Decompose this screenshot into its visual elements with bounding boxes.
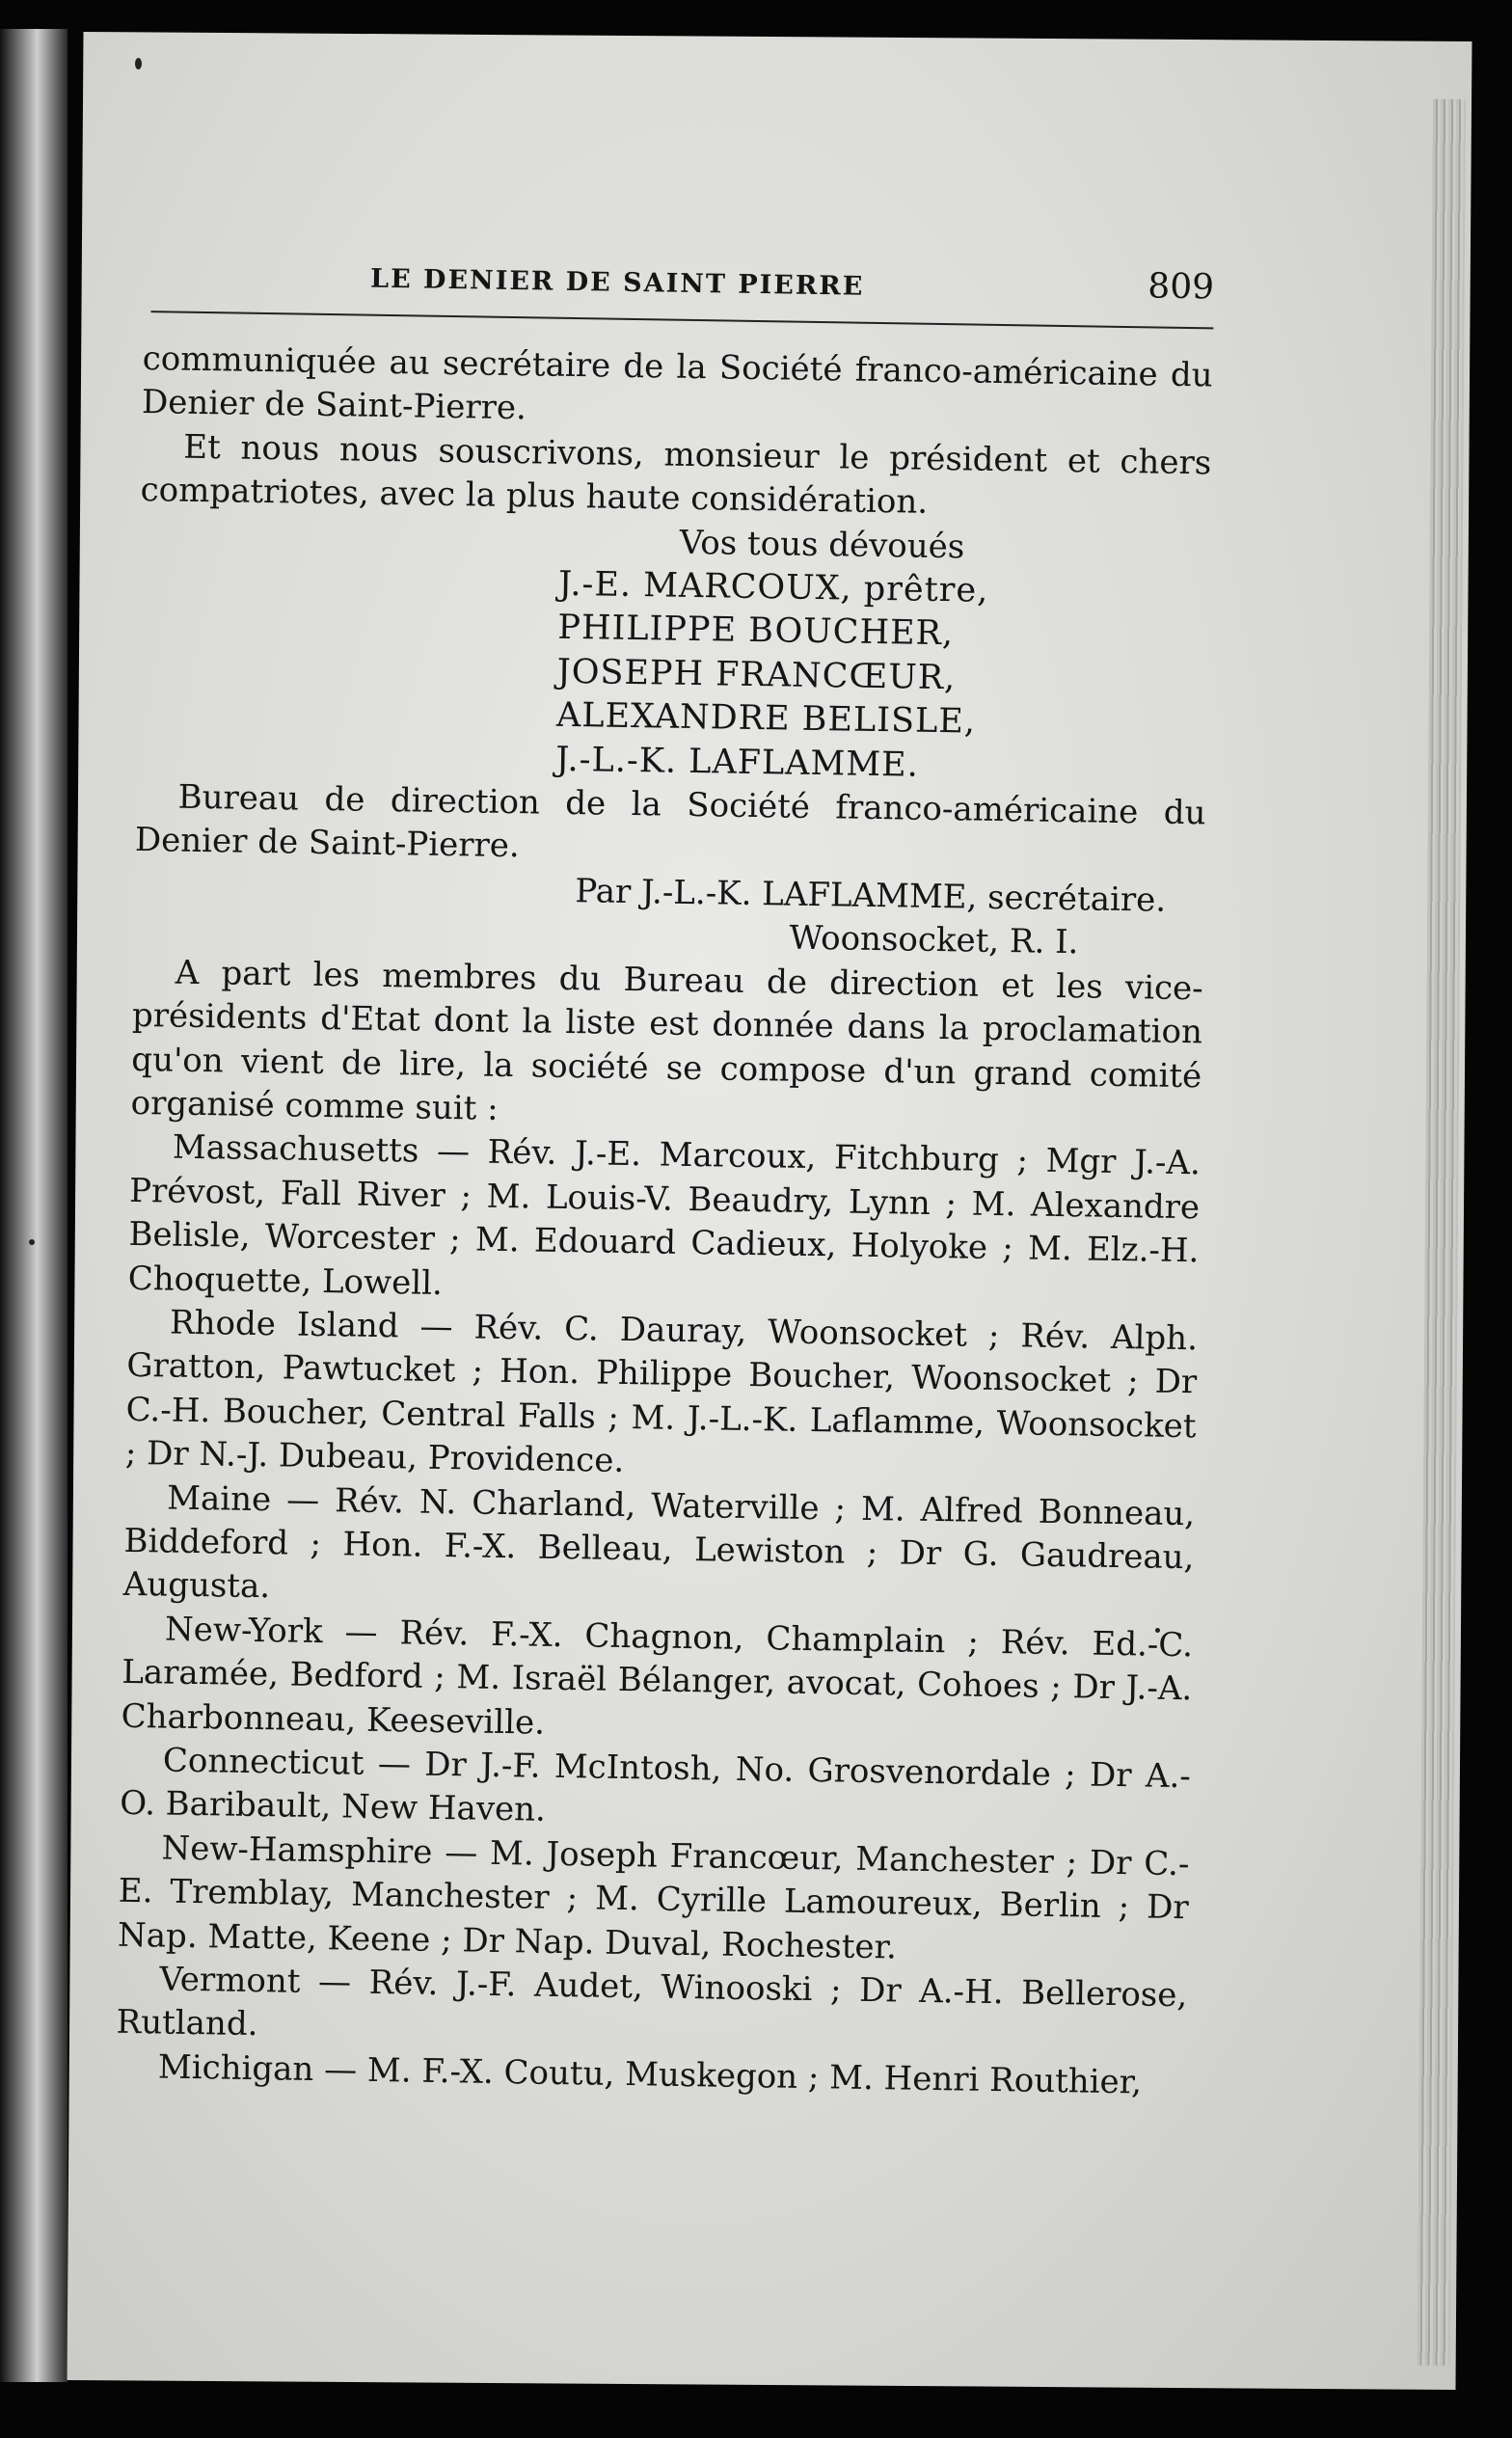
closing-formula-paragraph: Et nous nous souscrivons, monsieur le président et chers compatriotes, avec la plus haute considération. xyxy=(140,427,1212,523)
state-committee-vermont: Vermont — Rév. J.-F. Audet, Winooski ; Dr A.-H. Bellerose, Rutland. xyxy=(116,1960,1188,2045)
running-header-title: LE DENIER DE SAINT PIERRE xyxy=(369,263,865,302)
page-text-block xyxy=(116,222,1215,2105)
page-stack-edge xyxy=(1418,99,1466,2366)
signatory-name: JOSEPH FRANCŒUR, xyxy=(556,652,957,698)
committee-intro-paragraph: A part les membres du Bureau de direction et les vice-présidents d'Etat dont la liste est donnée dans la proclamation qu'on vient de lire, la société se compose d'un grand comité organisé comme suit : xyxy=(130,953,1203,1128)
secretary-line: Par J.-L.-K. LAFLAMME, secrétaire. xyxy=(575,871,1167,920)
opening-paragraph: communiquée au secrétaire de la Société franco-américaine du Denier de Saint-Pierre. xyxy=(141,339,1213,428)
ink-speck xyxy=(29,1239,35,1245)
state-committee-rhode-island: Rhode Island — Rév. C. Dauray, Woonsocket ; Rév. Alph. Gratton, Pawtucket ; Hon. Philippe Boucher, Woonsocket ; Dr C.-H. Boucher, Central Falls ; M. J.-L.-K. Laflamme, Woonsocket ; Dr N.-J. Dubeau, Providence. xyxy=(124,1303,1199,1481)
signatory-name: ALEXANDRE BELISLE, xyxy=(555,696,977,742)
state-committee-maine: Maine — Rév. N. Charland, Waterville ; M. Alfred Bonneau, Biddeford ; Hon. F.-X. Belleau, Lewiston ; Dr G. Gaudreau, Augusta. xyxy=(122,1478,1196,1607)
state-committee-new-hampshire: New-Hamsphire — M. Joseph Francœur, Manchester ; Dr C.-E. Tremblay, Manchester ; M. Cyrille Lamoureux, Berlin ; Dr Nap. Matte, Keene ; Dr Nap. Duval, Rochester. xyxy=(117,1828,1190,1967)
facing-page-edge xyxy=(0,29,68,2382)
state-committee-michigan: Michigan — M. F.-X. Coutu, Muskegon ; M. Henri Routhier, xyxy=(157,2047,1143,2102)
signatory-name: PHILIPPE BOUCHER, xyxy=(557,609,955,654)
state-committee-new-york: New-York — Rév. F.-X. Chagnon, Champlain ; Rév. Ed.-C. Laramée, Bedford ; M. Israël Bélanger, avocat, Cohoes ; Dr J.-A. Charbonneau, Keeseville. xyxy=(121,1610,1194,1743)
body-text xyxy=(116,280,1214,2105)
bureau-line: Bureau de direction de la Société franco-américaine du Denier de Saint-Pierre. xyxy=(134,777,1206,866)
place-line: Woonsocket, R. I. xyxy=(789,918,1079,962)
signature-intro: Vos tous dévoués xyxy=(679,523,965,567)
ink-speck xyxy=(135,58,142,69)
state-committee-connecticut: Connecticut — Dr J.-F. McIntosh, No. Grosvenordale ; Dr A.-O. Baribault, New Haven. xyxy=(119,1741,1192,1830)
signatory-name: J.-E. MARCOUX, prêtre, xyxy=(557,564,989,610)
state-committee-massachusetts: Massachusetts — Rév. J.-E. Marcoux, Fitchburg ; Mgr J.-A. Prévost, Fall River ; M. Louis-V. Beaudry, Lynn ; M. Alexandre Belisle, Worcester ; M. Edouard Cadieux, Holyoke ; M. Elz.-H. Choquette, Lowell. xyxy=(127,1127,1202,1303)
signatory-name: J.-L.-K. LAFLAMME. xyxy=(554,740,920,785)
page-number: 809 xyxy=(1148,266,1215,308)
